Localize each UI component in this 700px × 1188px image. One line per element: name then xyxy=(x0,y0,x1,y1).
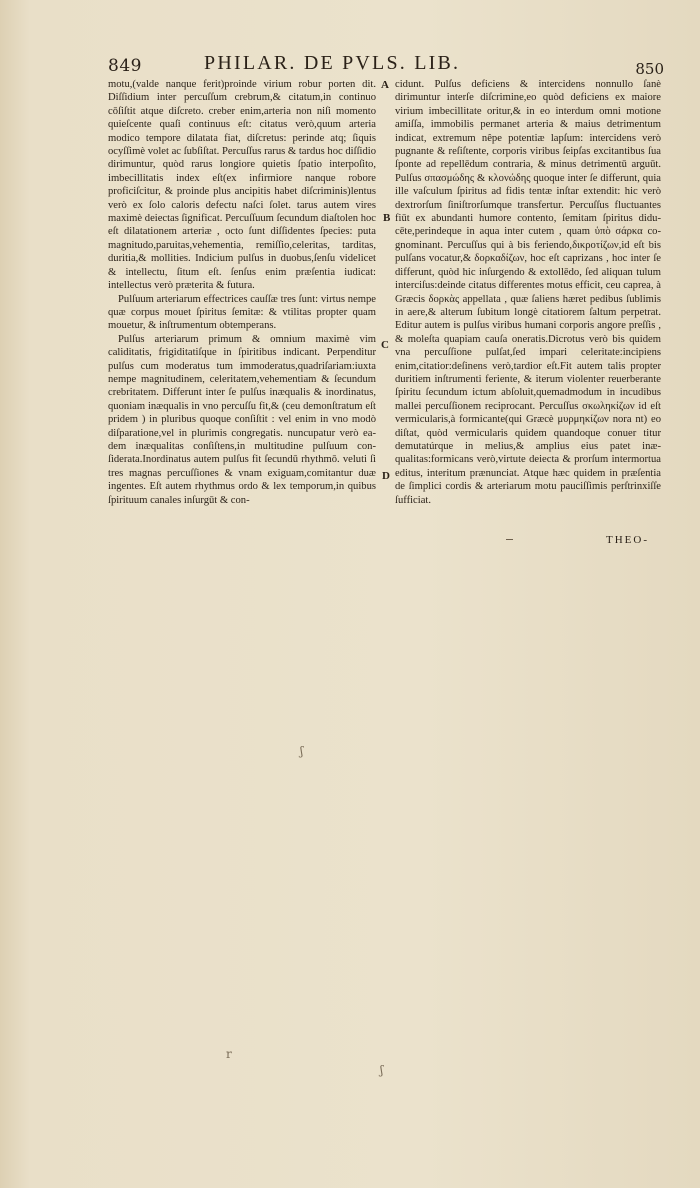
text-column-left xyxy=(108,78,376,507)
paragraph: cidunt. Pulſus deficiens & intercidens nonnullo ſanè dirimuntur interſe diſcrimine,eo quòd deficiens ex maiore virium imbecillitate oritur,& in eo interdum omni motione amiſſa, immobilis permanet arteria & maius detrimentum indicat, extremum nêpe potentiæ lapſum: intercidens verò pugnante & reſiſtente, corporis viribus ſeipſas excitantibus ſua ſponte ad repellēdum contraria, & minus detrimentū arguūt. Pulſus σπασμώδης & κλονώδης quoque inter ſe differunt, quia ille vaſculum ſpiritus ad fidis tentæ inſtar extendit: hic verò dextrorſum ſiniſtrorſumque transfertur. Percuſſus fluctuantes fiūt ex abundanti humore contento, ſemitam ſpiritus diducēte,perindeque in aqua inter cutem , quam ὑπὸ σάρκα cognominant. Percuſſus qui à bis feriendo,δικροτίζων,id eſt bis pulſans vocatur,& δορκαδίζων, hoc eſt caprizans , hoc inter ſe differunt, quòd hic inſurgendo & extollēdo, ſed aliquan tulum interciſus:deinde citatus differentes motus efficit, ceu caprea, à Græcis δορκὰς appellata , quæ ſaliens hæret pedibus ſublimis in aere,& alterum ſubitum longè citatiorem ſaltum perpetrat. Editur autem is pulſus viribus humani corporis angore preſſis , & moleſta quapiam cauſa oneratis.Dicrotus verò bis quidem vna percuſſione pulſat,ſed impari celeritate:incipiens enim,citatior:deſinens verò,tardior eſt.Fit autem talis propter duritiem inſtrumenti feriente, & iterum violenter reuerberante ſpiritu ſecundum ictum abſoluit,quemadmodum in incudibus mallei percuſſionem reciprocant. Percuſſus σκωληκίζων id eſt vermicularis,à formicante(qui Græcè μυρμηκίζων nora nt) eo diſtat, quòd vermicularis quidem quandoque conuer titur demutatúrque in melius,& amplius eius patet inæqualitas:formicans verò,virtute deiecta & prorſum intermortua editus, interitum prænunciat. Atque hæc quidem in præſentia de ſimplici cordis & arteriarum motu pauciſſimis perſtrinxiſſe ſufficiat. xyxy=(395,79,661,506)
ink-speck: ʃ xyxy=(380,1063,384,1077)
ink-speck: ʃ xyxy=(300,744,304,758)
margin-marker-a: A xyxy=(381,79,389,91)
paragraph: Pulſus arteriarum primum & omnium maximè vim caliditatis, frigiditatiſque in ſpiritibus indicant. Perpenditur pulſus cum moderatus tum immoderatus,quadriſariam:iuxta nempe magnitudinem, celeritatem,vehementiam & ſecundum crebritatem. Differunt inter ſe pulſus inæqualis & inordinatus, quoniam inæqualis in vno percuſſu fit,& (ceu demonſtratum eſt pridem ) in pluribus quoque conſiſtit : vel enim in vno modò diſparatione,vel in plurimis congregatis. nuncupatur verò eadem inæqualitas conſiſtens,in multitudine pulſuum conſiderata.Inordinatus autem pulſus fit ſecundū rhythmō. veluti ſi tres magnas percuſſiones & vnam exiguam,comitantur duæ ingentes. Eſt autem rhythmus ordo & lex temporum,in quibus ſpirituum canales inſurgūt & con- xyxy=(108,333,376,506)
page-number-right: 850 xyxy=(635,60,664,78)
ink-speck: r xyxy=(226,1047,232,1061)
paragraph: Pulſuum arteriarum effectrices cauſſæ tres ſunt: virtus nempe quæ corpus mouet ſpiritus ſemitæ: & vtilitas propter quam mouetur, & inſtrumentum obtemperans. xyxy=(108,293,376,332)
page-header xyxy=(108,50,664,80)
page-number-left: 849 xyxy=(108,56,142,76)
running-title: PHILAR. DE PVLS. LIB. xyxy=(204,52,461,74)
catchword: THEO- xyxy=(606,534,649,546)
text-column-right xyxy=(395,78,661,507)
margin-marker-b: B xyxy=(383,212,391,224)
paragraph: motu,(valde nanque ferit)proinde virium robur porten dit. Diſſidium inter percuſſum crebrum,& citatum,in continuo cōſiſtit atque diſcreto. creber enim,arteria non niſi momento quieſcente quaſi continuus eſt: citatus verò,quum arteria modico tempore dilatata fiat, diſcretus: perinde atq; ſiquis ocyſſimè volet ac ſubſiſtat. Percuſſus rarus & tardus hoc diſſidio dirimuntur, quòd rarus longiore quietis ſpatio interpoſito, imbecillitatis index eſt(ex infirmiore nanque robore proficiſcitur, & proinde plus ancipitis habet diſcriminis)lentus verò ex ſolo caloris defectu naſci ſolet. tarus autem vires maximè deiectas ſignificat. Percuſſuum ſecundum diaſtolen hoc eſt dilatationem arteriæ , octo ſunt diſſidentes ſpecies: puta magnitudo,paruitas,vehementia, remiſſio,celeritas, tarditas, duritia,& mollities. Indicium pulſus in duobus,ſenſu videlicet & intellectu, ſitum eſt. ſenſus enim præſentia iudicat: intellectus verò præterita & futura. xyxy=(108,79,376,292)
margin-marker-d: D xyxy=(382,470,390,482)
ornament-dash xyxy=(506,539,513,540)
margin-marker-c: C xyxy=(381,339,389,351)
